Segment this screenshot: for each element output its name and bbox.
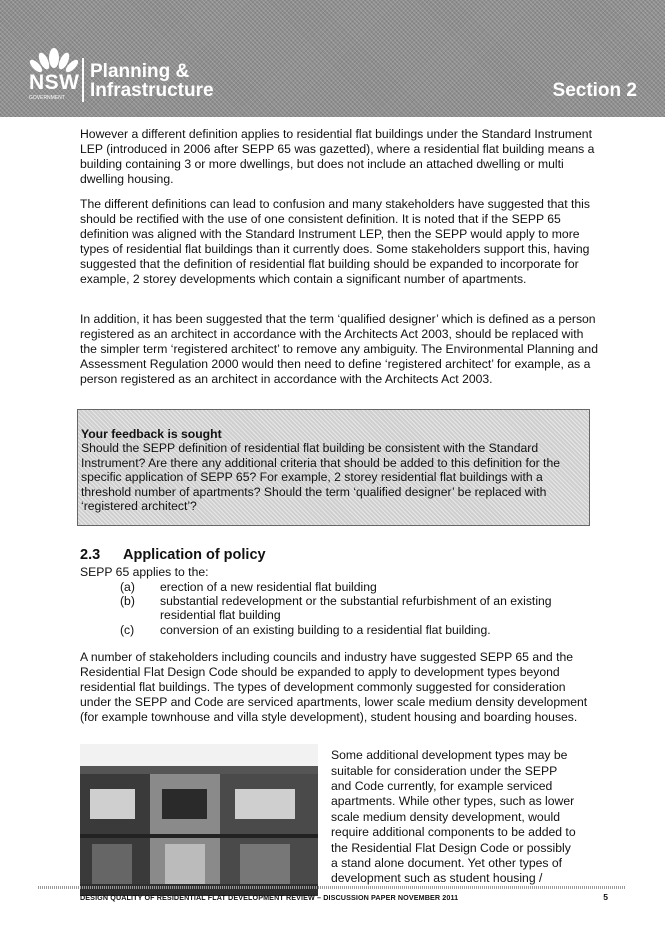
feedback-box [77,409,590,526]
list-text: conversion of an existing building to a residential flat building. [160,623,491,637]
department-name-line1: Planning & [90,61,190,82]
nsw-logo-text: NSW [29,71,80,94]
footer-title: DESIGN QUALITY OF RESIDENTIAL FLAT DEVELOPMENT REVIEW – DISCUSSION PAPER NOVEMBER 2011 [80,893,459,902]
section-heading [80,547,266,563]
side-paragraph: Some additional development types may be suitable for consideration under the SEPP and Code currently, for example serviced apartments. While other types, such as lower scale medium density development, would require additional components to be added to the Residential Flat Design Code or possibly a stand alone document. Yet other types of development such as student housing / [331,748,576,886]
section-number: 2.3 [80,547,101,563]
paragraph-confusion: The different definitions can lead to confusion and many stakeholders have suggested that this should be rectified with the use of one consistent definition. It is noted that if the SEPP 65 definition was aligned with the Standard Instrument LEP, then the SEPP would apply to more types of residential flat buildings than it currently does. Some stakeholders support this, having suggested that the definition of residential flat building should be expanded to incorporate for example, 2 storey developments which contain a significant number of apartments. [80,197,590,286]
list-marker: (c) [120,623,135,637]
department-name-line2: Infrastructure [90,80,214,101]
footer-divider [38,886,626,889]
logo-divider [82,58,84,102]
paragraph-stakeholders: A number of stakeholders including councils and industry have suggested SEPP 65 and the Residential Flat Design Code should be expanded to apply to development types beyond residential flat buildings. The types of development commonly suggested for consideration under the SEPP and Code are serviced apartments, lower scale medium density development (for example townhouse and villa style development), student housing and boarding houses. [80,650,588,724]
paragraph-definition: However a different definition applies to residential flat buildings under the Standard Instrument LEP (introduced in 2006 after SEPP 65 was gazetted), where a residential flat building means a building containing 3 or more dwellings, but does not include an attached dwelling or multi dwelling housing. [80,127,595,186]
page-header [0,0,665,117]
feedback-title: Your feedback is sought [81,427,222,441]
list-marker: (b) [120,594,135,608]
list-marker: (a) [120,580,135,594]
feedback-body: Should the SEPP definition of residential flat building be consistent with the Standard Instrument? Are there any additional criteria that should be added to this definition for the specific application of SEPP 65? For example, 2 storey residential flat buildings with a threshold number of apartments? Should the term ‘qualified designer’ be replaced with ‘registered architect’? [81,441,560,513]
nsw-government-text: GOVERNMENT [29,95,65,101]
townhouse-photo [80,744,318,896]
list-text: erection of a new residential flat building [160,580,377,594]
page-number: 5 [603,892,608,902]
section-title: Application of policy [123,547,266,563]
section-intro: SEPP 65 applies to the: [80,565,209,579]
paragraph-qualified-designer: In addition, it has been suggested that the term ‘qualified designer’ which is defined as a person registered as an architect in accordance with the Architects Act 2003, should be replaced with the simpler term ‘registered architect’ to remove any ambiguity. The Environmental Planning and Assessment Regulation 2000 would then need to define ‘registered architect’ for example, as a person registered as an architect in accordance with the Architects Act 2003. [80,312,598,386]
list-text: substantial redevelopment or the substantial refurbishment of an existing residential flat building [160,594,552,622]
section-label: Section 2 [552,80,637,101]
